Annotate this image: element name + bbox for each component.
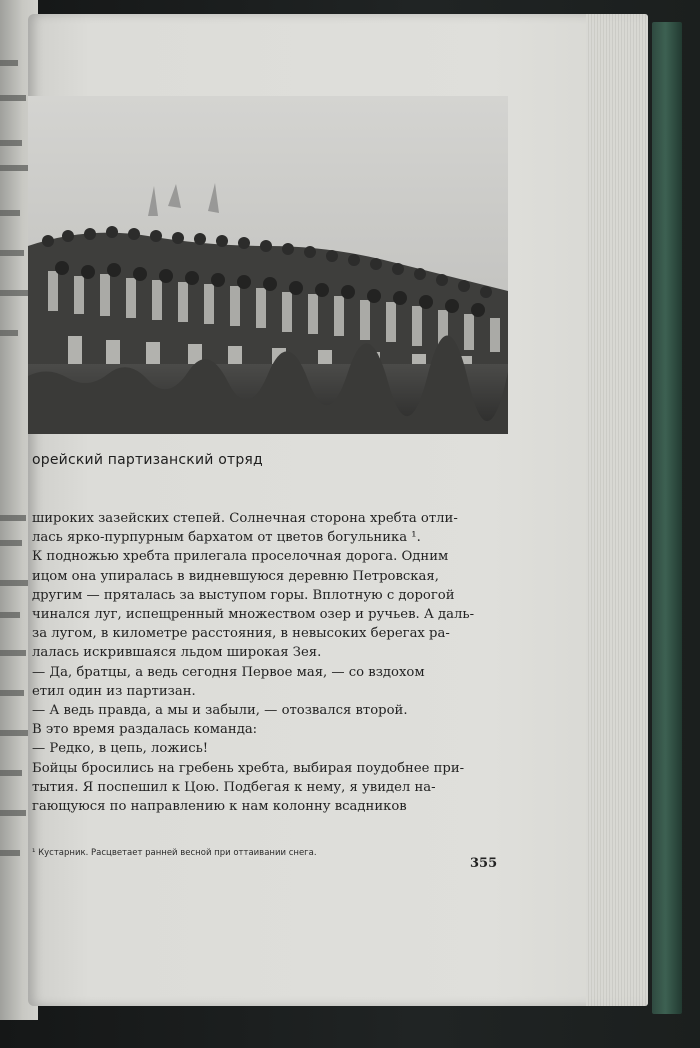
book-page xyxy=(28,14,648,1006)
page-number: 355 xyxy=(470,856,498,871)
text-line: чинался луг, испещренный множеством озер и ручьев. А даль- xyxy=(32,607,475,623)
text-line: другим — пряталась за выступом горы. Вплотную с дорогой xyxy=(32,587,455,603)
text-line: — Редко, в цепь, ложись! xyxy=(32,741,209,757)
photo-illustration xyxy=(28,96,508,434)
text-line: етил один из партизан. xyxy=(32,683,196,699)
text-line: В это время раздалась команда: xyxy=(32,722,258,738)
text-line: за лугом, в километре расстояния, в невысоких берегах ра- xyxy=(32,626,450,642)
text-line: широких зазейских степей. Солнечная сторона хребта отли- xyxy=(32,511,458,526)
photo-caption: орейский партизанский отряд xyxy=(32,452,263,468)
text-line: гающуюся по направлению к нам колонну всадников xyxy=(32,799,407,815)
text-line: тытия. Я поспешил к Цою. Подбегая к нему, я увидел на- xyxy=(32,779,436,795)
text-line: — Да, братцы, а ведь сегодня Первое мая, — со вздохом xyxy=(32,664,425,680)
text-line: лась ярко-пурпурным бархатом от цветов богульника ¹. xyxy=(32,530,421,546)
text-line: Бойцы бросились на гребень хребта, выбирая поудобнее при- xyxy=(32,760,465,776)
book-cover-edge xyxy=(652,22,682,1014)
footnote: ¹ Кустарник. Расцветает ранней весной при оттаивании снега. xyxy=(32,848,317,858)
text-line: лалась искрившаяся льдом широкая Зея. xyxy=(32,645,322,661)
text-line: — А ведь правда, а мы и забыли, — отозвался второй. xyxy=(32,703,408,719)
page-stack-edge xyxy=(586,14,648,1006)
text-line: ицом она упиралась в видневшуюся деревню Петровская, xyxy=(32,568,439,584)
body-text xyxy=(32,509,502,816)
partisan-group-photo xyxy=(28,96,508,434)
text-line: К подножью хребта прилегала проселочная дорога. Одним xyxy=(32,549,449,565)
